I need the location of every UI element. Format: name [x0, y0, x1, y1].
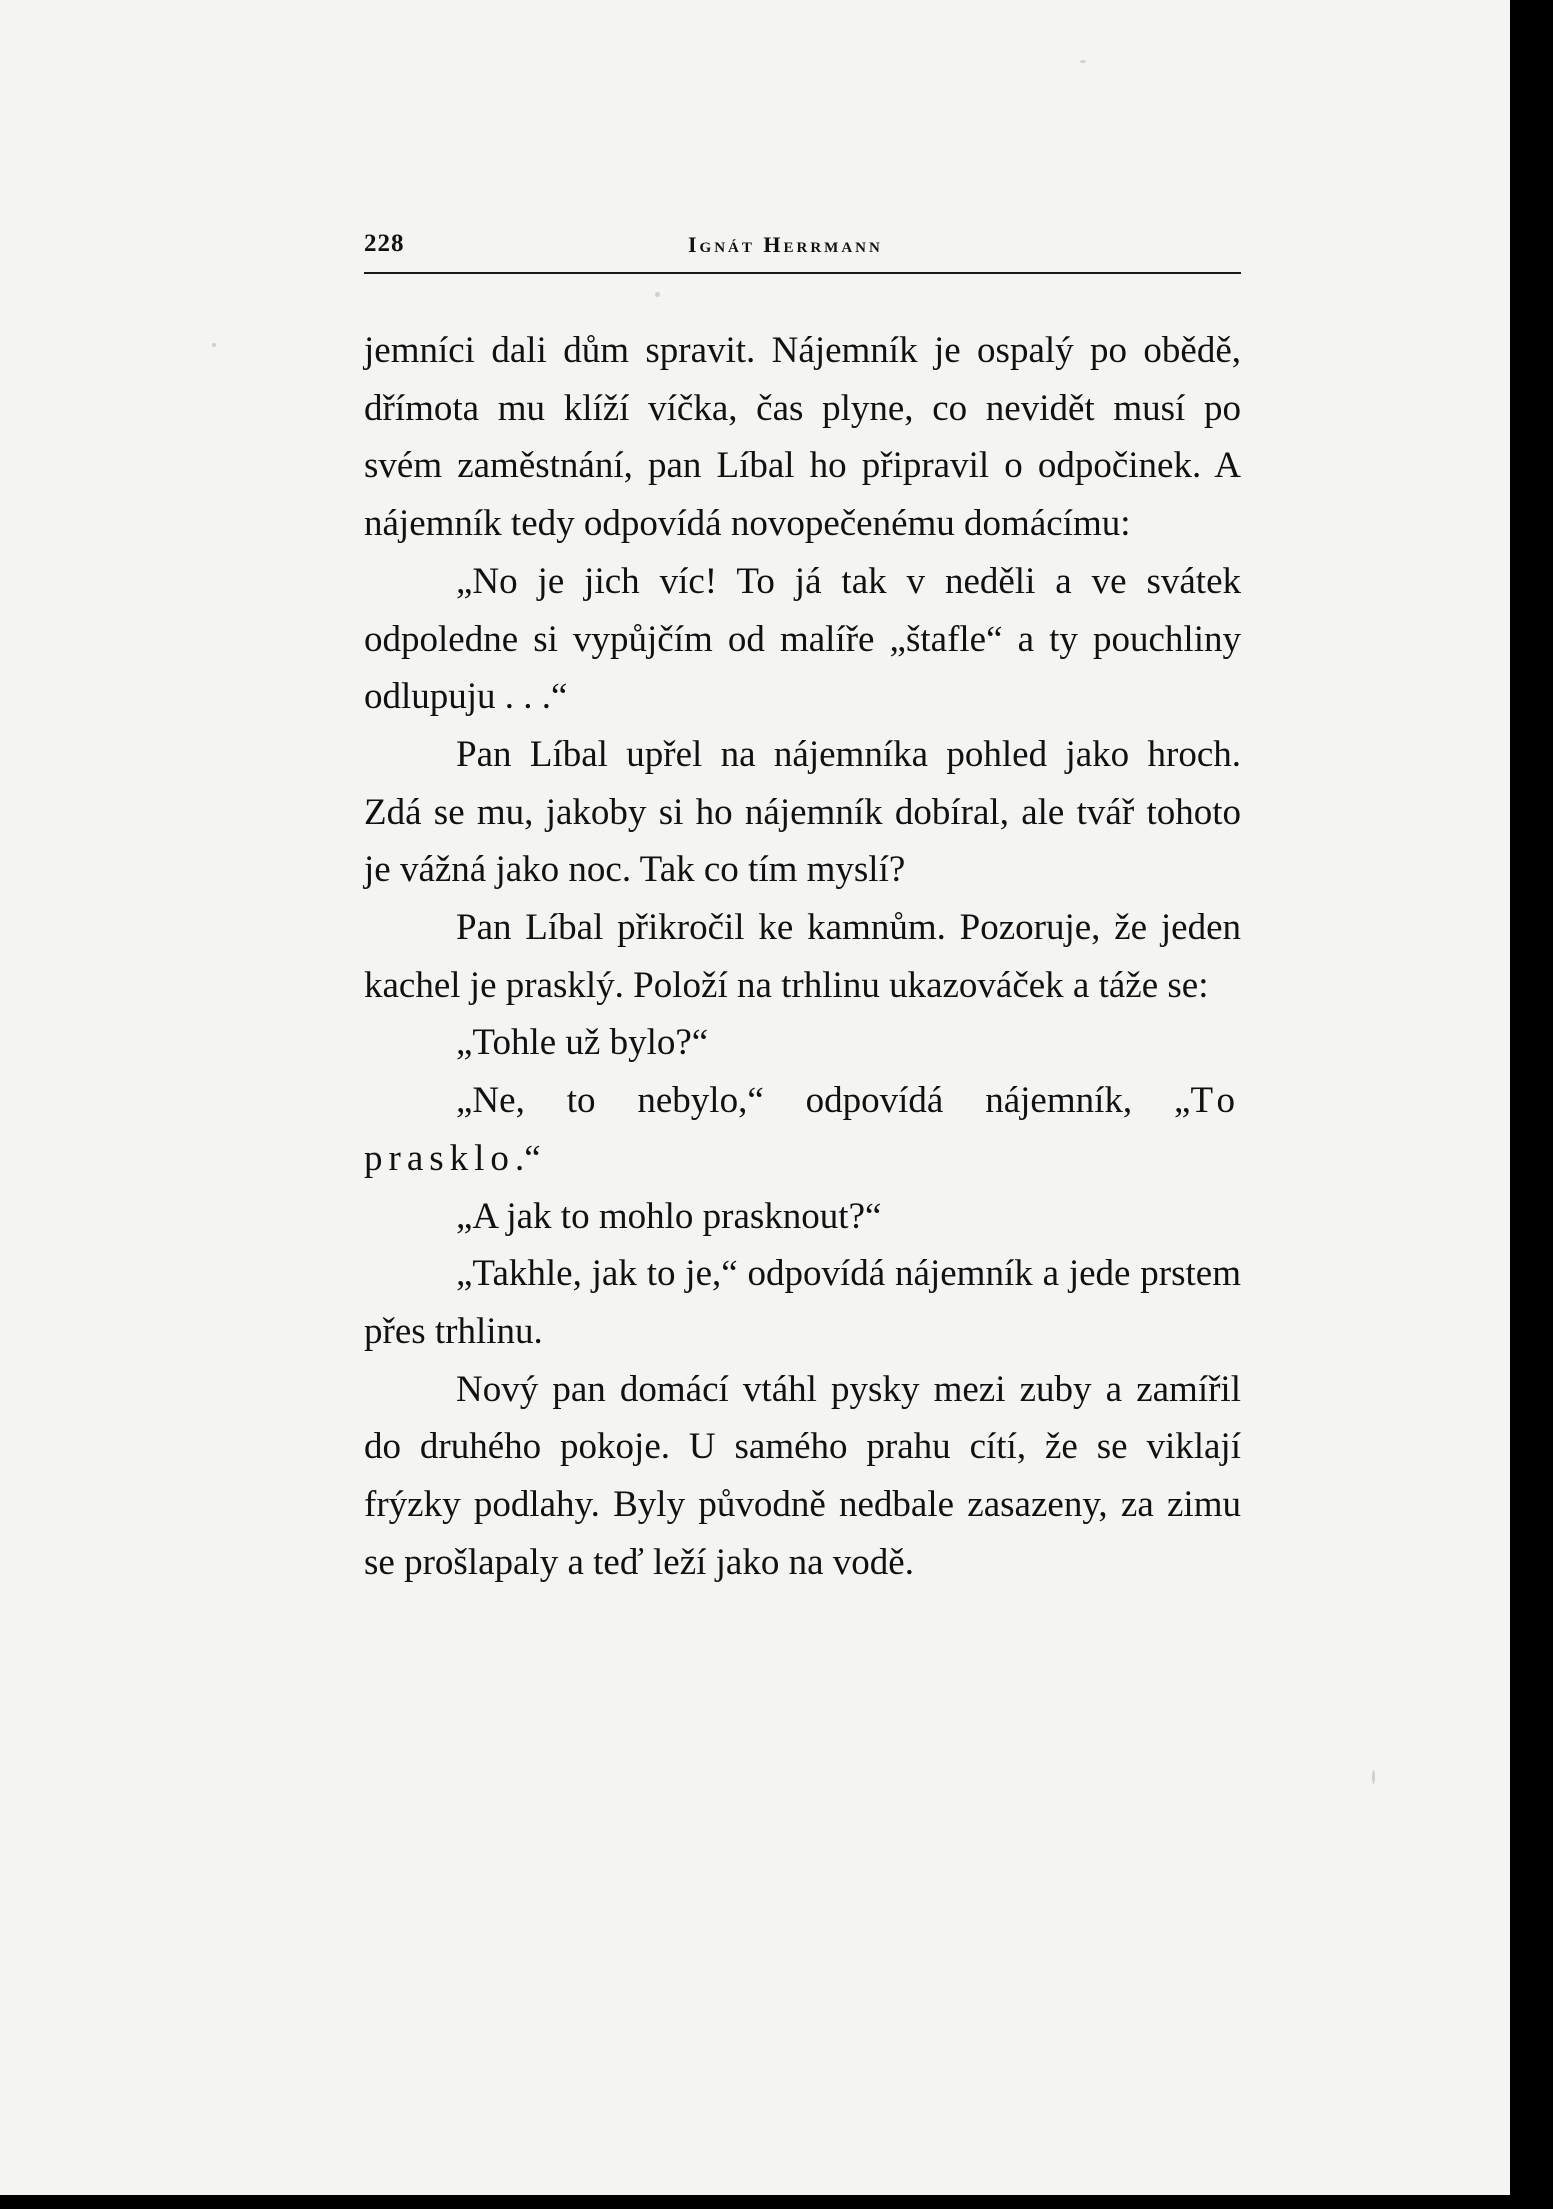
paragraph: „Takhle, jak to je,“ odpovídá nájemník a jede prstem přes trhlinu.: [364, 1253, 1241, 1352]
scan-speck: [212, 343, 216, 347]
paragraph: [364, 1072, 1241, 1187]
running-head: Ignát Herrmann: [688, 232, 883, 257]
paragraph: Nový pan domácí vtáhl pysky mezi zuby a zamířil do druhého pokoje. U samého prahu cítí, že se viklají frýzky podlahy. Byly původně nedbale zasazeny, za zimu se prošlapaly a teď leží jako na vodě.: [364, 1368, 1241, 1583]
scan-speck: [1080, 60, 1086, 63]
paragraph: „Tohle už bylo?“: [456, 1022, 709, 1064]
paragraph: Pan Líbal upřel na nájemníka pohled jako hroch. Zdá se mu, jakoby si ho nájemník dobíral, ale tvář tohoto je vážná jako noc. Tak co tím myslí?: [364, 733, 1241, 891]
scan-speck: [655, 292, 660, 297]
paragraph: „No je jich víc! To já tak v neděli a ve svátek odpoledne si vypůjčím od malíře „štafle“ a ty pouchliny odlupuju . . .“: [364, 560, 1241, 718]
paragraph: jemníci dali dům spravit. Nájemník je ospalý po obědě, dřímota mu klíží víčka, čas plyne, co nevidět musí po svém zaměstnání, pan Líbal ho připravil o odpočinek. A nájemník tedy odpovídá novopečenému domácímu:: [364, 330, 1241, 545]
body-text: [364, 322, 1241, 1591]
quote-text: .“: [514, 1137, 541, 1179]
page-number: 228: [364, 230, 405, 257]
page-header: [364, 226, 1241, 274]
paragraph: Pan Líbal přikročil ke kamnům. Pozoruje, že jeden kachel je prasklý. Položí na trhlinu ukazováček a táže se:: [364, 907, 1241, 1006]
emphasized-text: To prasklo: [364, 1080, 1241, 1179]
scan-speck: [1372, 1770, 1375, 1784]
paragraph: „A jak to mohlo prasknout?“: [456, 1195, 882, 1237]
quote-text: „Ne, to nebylo,“ odpovídá nájemník, „: [456, 1080, 1191, 1122]
